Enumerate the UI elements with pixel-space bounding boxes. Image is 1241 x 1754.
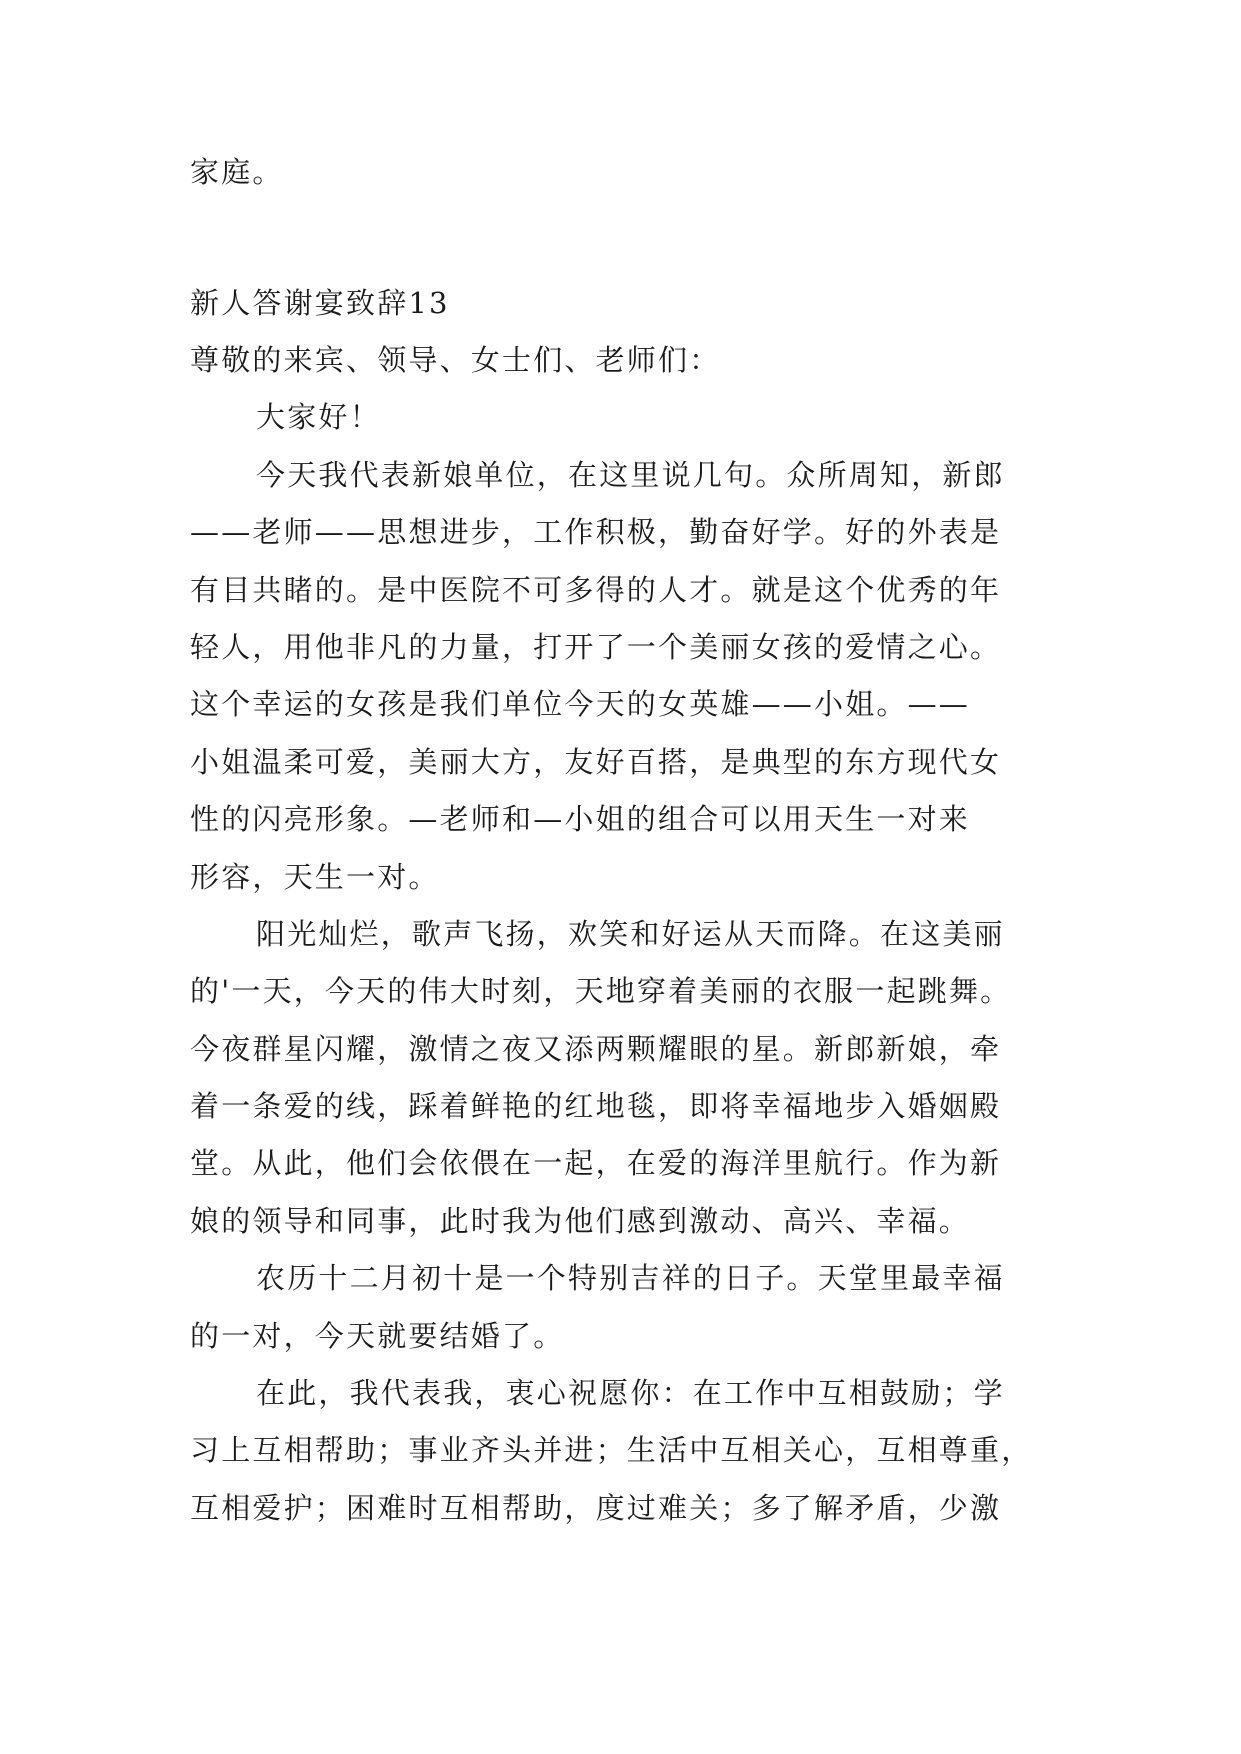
text-line: 家庭。	[190, 155, 284, 189]
text-line: 这个幸运的女孩是我们单位今天的女英雄——小姐。——	[190, 687, 971, 721]
text-line: 今天我代表新娘单位，在这里说几句。众所周知，新郎	[256, 458, 1005, 492]
text-line: 互相爱护；困难时互相帮助，度过难关；多了解矛盾，少激	[190, 1491, 1002, 1525]
greeting: 大家好！	[256, 400, 381, 434]
text-line: 轻人，用他非凡的力量，打开了一个美丽女孩的爱情之心。	[190, 630, 1002, 664]
text-line: 形容，天生一对。	[190, 860, 440, 894]
text-line: 的一对，今天就要结婚了。	[190, 1319, 565, 1353]
salutation: 尊敬的来宾、领导、女士们、老师们：	[190, 343, 721, 377]
text-line: 娘的领导和同事，此时我为他们感到激动、高兴、幸福。	[190, 1204, 971, 1238]
text-line: 性的闪亮形象。—老师和—小姐的组合可以用天生一对来	[190, 802, 971, 836]
section-title: 新人答谢宴致辞13	[190, 286, 450, 320]
text-line: 农历十二月初十是一个特别吉祥的日子。天堂里最幸福	[256, 1261, 1005, 1295]
text-line: 堂。从此，他们会依偎在一起，在爱的海洋里航行。作为新	[190, 1146, 1002, 1180]
text-line: 在此，我代表我，衷心祝愿你：在工作中互相鼓励；学	[256, 1376, 1005, 1410]
text-line: 今夜群星闪耀，激情之夜又添两颗耀眼的星。新郎新娘，牵	[190, 1032, 1002, 1066]
text-line: 习上互相帮助；事业齐头并进；生活中互相关心，互相尊重，	[190, 1433, 1033, 1467]
text-line: 的'一天，今天的伟大时刻，天地穿着美丽的衣服一起跳舞。	[190, 974, 1012, 1008]
text-line: ——老师——思想进步，工作积极，勤奋好学。好的外表是	[190, 515, 1002, 549]
text-line: 阳光灿烂，歌声飞扬，欢笑和好运从天而降。在这美丽	[256, 917, 1005, 951]
text-line: 有目共睹的。是中医院不可多得的人才。就是这个优秀的年	[190, 573, 1002, 607]
text-line: 小姐温柔可爱，美丽大方，友好百搭，是典型的东方现代女	[190, 745, 1002, 779]
text-line: 着一条爱的线，踩着鲜艳的红地毯，即将幸福地步入婚姻殿	[190, 1089, 1002, 1123]
